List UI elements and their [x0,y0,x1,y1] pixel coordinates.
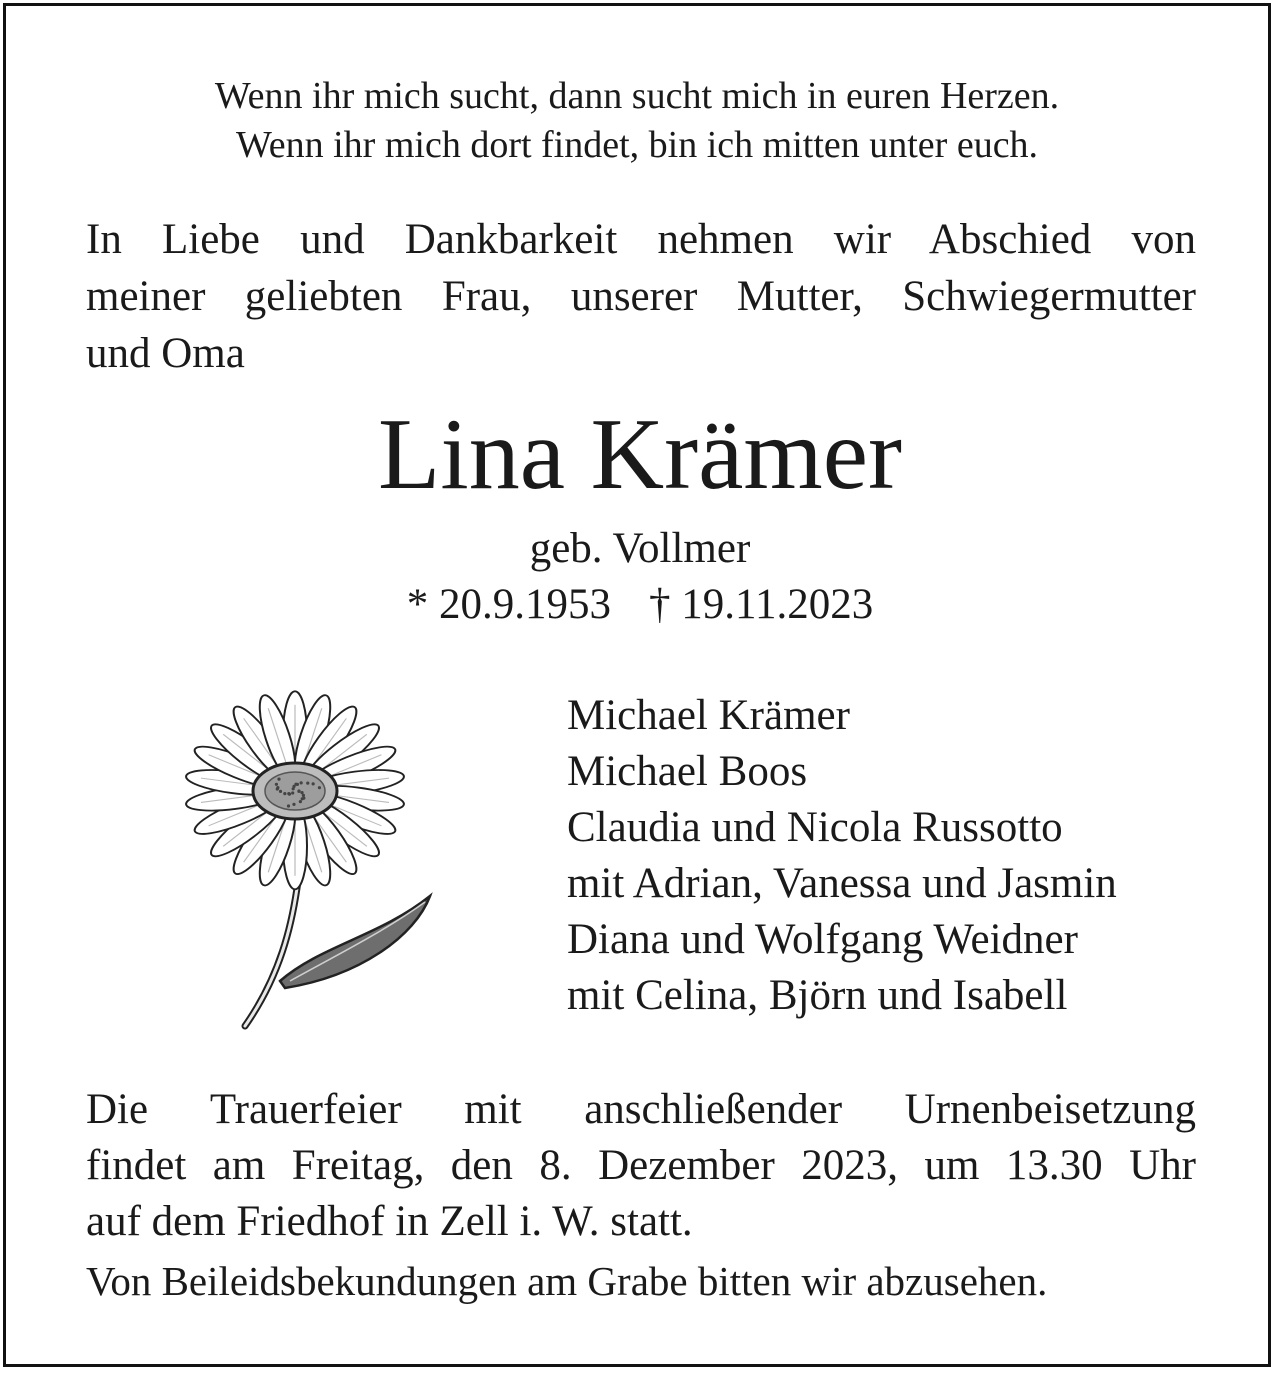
funeral-line-3: auf dem Friedhof in Zell i. W. statt. [86,1198,693,1245]
life-dates [0,578,1280,632]
death-date: † 19.11.2023 [649,581,874,628]
mourners-list [567,688,1117,1024]
mourner-line: mit Celina, Björn und Isabell [567,972,1068,1019]
quote-line-2: Wenn ihr mich dort findet, bin ich mitten unter euch. [235,124,1039,166]
funeral-line-2: findet am Freitag, den 8. Dezember 2023, um 13.30 Uhr [86,1142,1196,1189]
birth-date: * 20.9.1953 [406,581,612,628]
daisy-flower-icon [150,676,450,1036]
intro-line-1: In Liebe und Dankbarkeit nehmen wir Abschied von [86,216,1196,263]
mourner-line: Michael Boos [567,748,808,795]
deceased-name: Lina Krämer [378,398,902,511]
closing-note: Von Beileidsbekundungen am Grabe bitten wir abzusehen. [86,1258,1048,1304]
intro-line-3: und Oma [86,330,245,377]
funeral-line-1: Die Trauerfeier mit anschließender Urnenbeisetzung [86,1086,1196,1133]
mourner-line: mit Adrian, Vanessa und Jasmin [567,860,1117,907]
mourner-line: Claudia und Nicola Russotto [567,804,1063,851]
intro-paragraph [86,211,1196,382]
quote-line-1: Wenn ihr mich sucht, dann sucht mich in euren Herzen. [214,75,1060,117]
intro-line-2: meiner geliebten Frau, unserer Mutter, Schwiegermutter [86,273,1196,320]
mourner-line: Diana und Wolfgang Weidner [567,916,1078,963]
birth-name: geb. Vollmer [529,525,751,572]
mourner-line: Michael Krämer [567,692,850,739]
funeral-details [86,1082,1196,1250]
